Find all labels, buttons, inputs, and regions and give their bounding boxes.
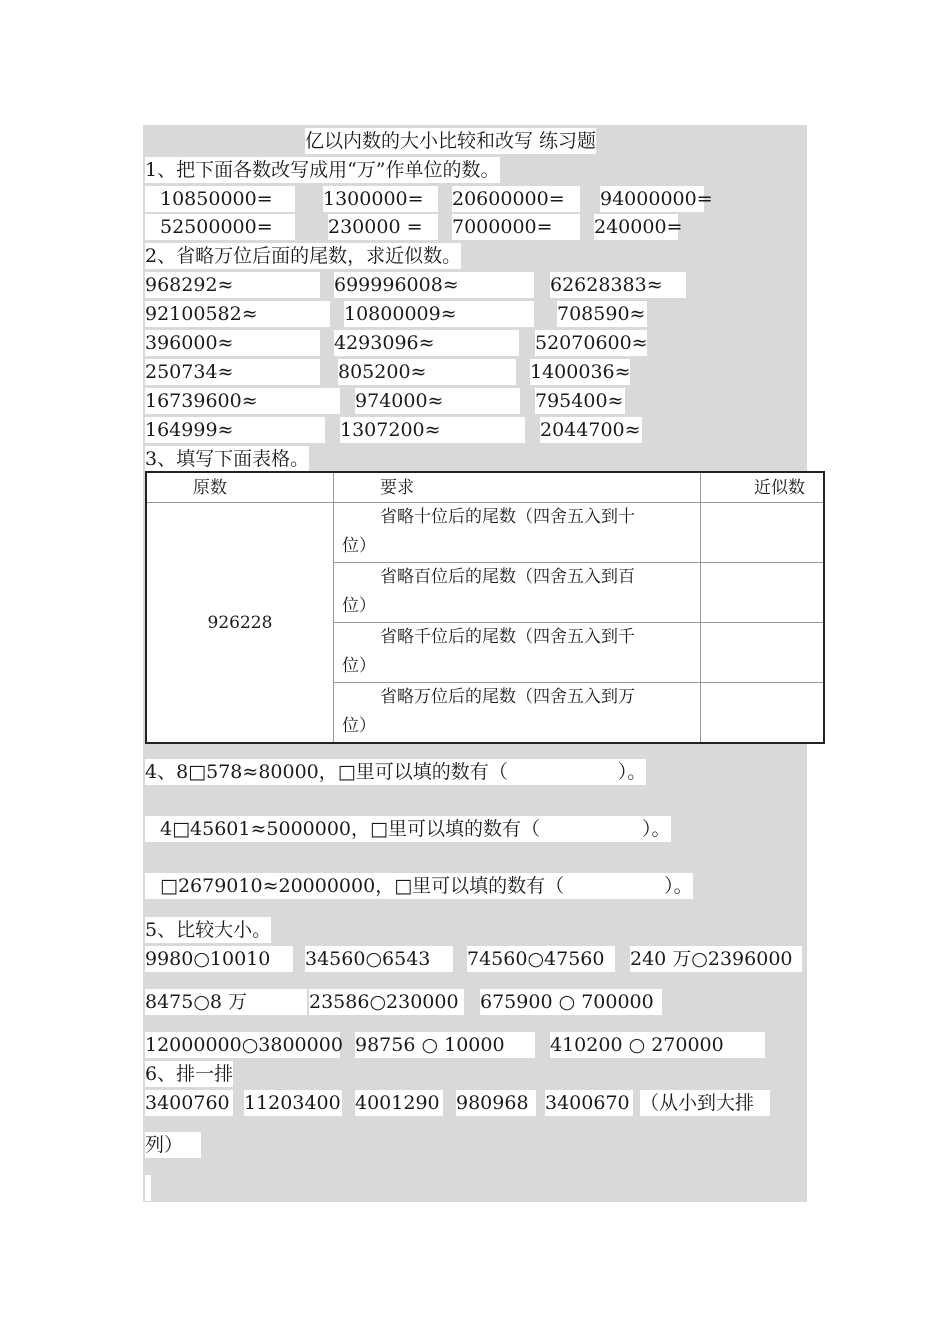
- compare-item: 8475○8 万: [145, 989, 307, 1015]
- approx-item: 968292≈: [145, 272, 320, 298]
- section-6-heading: 6、排一排: [145, 1063, 234, 1085]
- approx-item: 92100582≈: [145, 301, 330, 327]
- approx-item: 16739600≈: [145, 388, 340, 414]
- rewrite-item: 52500000=: [145, 214, 295, 240]
- table-header-original: 原数: [146, 472, 334, 503]
- approx-item: 1400036≈: [530, 361, 631, 383]
- rewrite-item: 10850000=: [145, 186, 295, 212]
- compare-item: 23586○230000: [309, 989, 464, 1015]
- rewrite-item: 240000=: [594, 216, 683, 238]
- answer-blank[interactable]: [564, 873, 664, 899]
- approx-item: 699996008≈: [334, 272, 534, 298]
- approx-item: 2044700≈: [540, 419, 641, 441]
- compare-item: 74560○47560: [467, 946, 615, 972]
- page-title: 亿以内数的大小比较和改写 练习题: [305, 130, 597, 152]
- sort-instruction-continued: 列）: [145, 1132, 201, 1158]
- table-requirement: 省略十位后的尾数（四舍五入到十 位）: [334, 503, 701, 563]
- table-header-requirement: 要求: [334, 472, 701, 503]
- answer-blank[interactable]: [540, 816, 642, 842]
- table-requirement: 省略万位后的尾数（四舍五入到万 位）: [334, 683, 701, 744]
- table-original-number: 926228: [146, 503, 334, 744]
- approximation-table: [145, 471, 825, 744]
- approx-item: 10800009≈: [344, 301, 534, 327]
- compare-item: 9980○10010: [145, 946, 293, 972]
- approx-item: 62628383≈: [550, 272, 686, 298]
- table-requirement: 省略百位后的尾数（四舍五入到百 位）: [334, 563, 701, 623]
- table-approx-cell[interactable]: [701, 623, 825, 683]
- table-approx-cell[interactable]: [701, 683, 825, 744]
- rewrite-item: 94000000=: [600, 188, 713, 210]
- sort-number: 3400670: [545, 1090, 633, 1116]
- table-header-approx: 近似数: [701, 472, 825, 503]
- rewrite-item: 230000 =: [328, 214, 438, 240]
- rewrite-item: 20600000=: [452, 186, 580, 212]
- compare-item: 98756 ○ 10000: [355, 1032, 535, 1058]
- sort-instruction: （从小到大排: [640, 1090, 770, 1116]
- section-2-heading: 2、省略万位后面的尾数，求近似数。: [145, 245, 462, 267]
- compare-item: 240 万○2396000: [630, 946, 802, 972]
- compare-item: 675900 ○ 700000: [480, 989, 662, 1015]
- question-4-1: 4、8□578≈80000，□里可以填的数有（ ）。: [145, 761, 647, 783]
- compare-item: 34560○6543: [305, 946, 453, 972]
- sort-number: 3400760: [145, 1090, 233, 1116]
- approx-item: 708590≈: [557, 303, 646, 325]
- approx-item: 1307200≈: [340, 417, 525, 443]
- question-4-3: □2679010≈20000000，□里可以填的数有（ ）。: [145, 873, 693, 899]
- approx-item: 396000≈: [145, 330, 320, 356]
- table-approx-cell[interactable]: [701, 563, 825, 623]
- approx-item: 52070600≈: [535, 332, 648, 354]
- section-5-heading: 5、比较大小。: [145, 919, 272, 941]
- answer-line[interactable]: [145, 1175, 151, 1201]
- sort-number: 11203400: [244, 1092, 341, 1114]
- table-requirement: 省略千位后的尾数（四舍五入到千 位）: [334, 623, 701, 683]
- rewrite-item: 7000000=: [452, 214, 580, 240]
- sort-number: 980968: [456, 1090, 536, 1116]
- sort-number: 4001290: [355, 1090, 443, 1116]
- table-approx-cell[interactable]: [701, 503, 825, 563]
- approx-item: 4293096≈: [334, 330, 519, 356]
- rewrite-item: 1300000=: [323, 186, 438, 212]
- approx-item: 795400≈: [535, 390, 624, 412]
- approx-item: 164999≈: [145, 417, 325, 443]
- compare-item: 12000000○3800000: [145, 1034, 343, 1056]
- section-3-heading: 3、填写下面表格。: [145, 448, 310, 470]
- compare-item: 410200 ○ 270000: [550, 1032, 765, 1058]
- answer-blank[interactable]: [508, 759, 618, 785]
- section-1-heading: 1、把下面各数改写成用“万”作单位的数。: [145, 159, 500, 181]
- approx-item: 805200≈: [338, 359, 516, 385]
- approx-item: 250734≈: [145, 359, 320, 385]
- approx-item: 974000≈: [355, 388, 520, 414]
- question-4-2: 4□45601≈5000000，□里可以填的数有（ ）。: [145, 816, 671, 842]
